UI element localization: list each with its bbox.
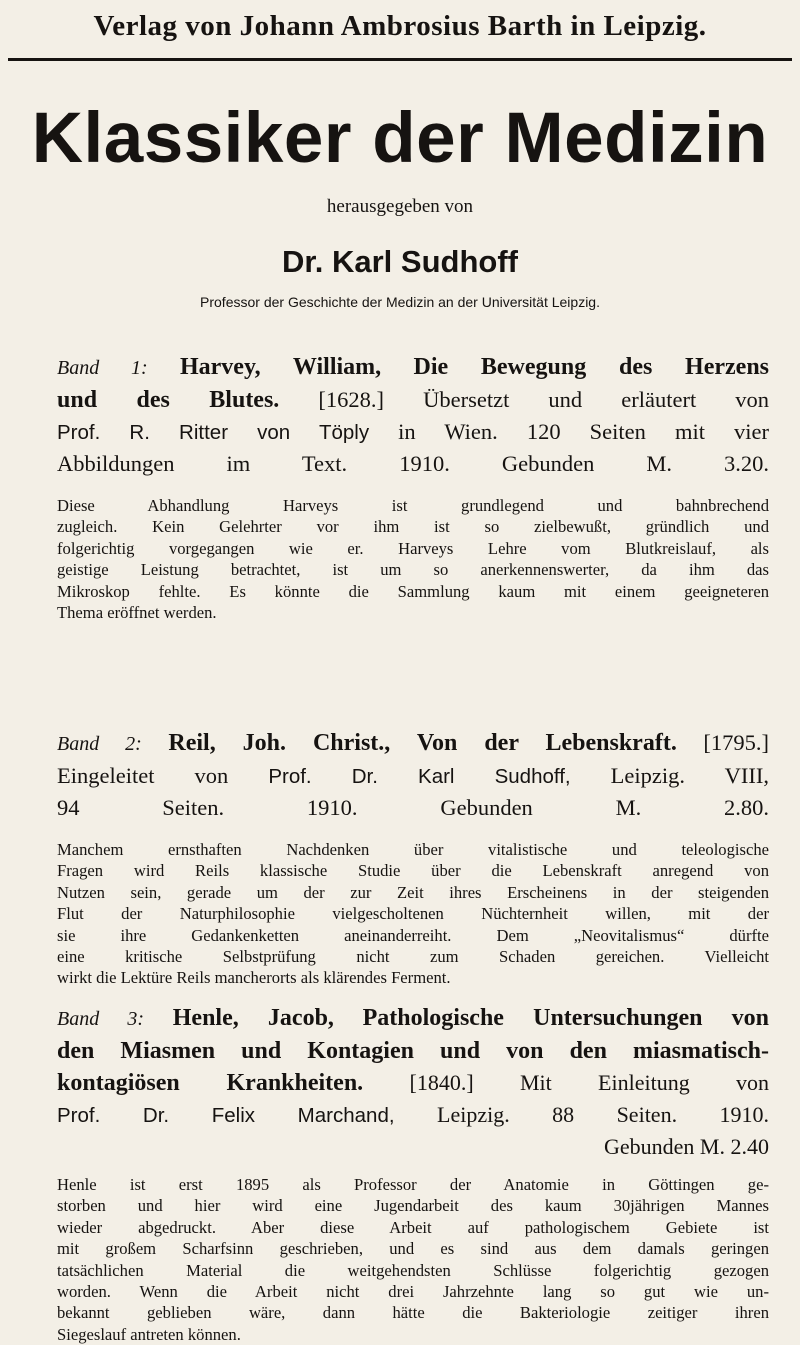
book-title: Pathologische Untersuchungen von (362, 1005, 769, 1031)
book-title: Von der Lebenskraft. (416, 730, 677, 756)
editor-title: Professor der Geschichte der Medizin an der Universität Leipzig. (200, 294, 600, 310)
price: Gebunden M. 2.80. (440, 795, 769, 820)
intro-details: Abbildungen im Text. 1910. (57, 451, 450, 476)
band-number: Band 2: (57, 733, 142, 755)
book-title: Die Bewegung des Herzens (413, 354, 770, 380)
band-number: Band 3: (57, 1008, 145, 1030)
entry-heading (57, 351, 769, 479)
entry-heading (57, 1002, 769, 1162)
book-title-cont: und des Blutes. (57, 387, 280, 413)
editor-label: herausgegeben von (326, 196, 474, 217)
entry-description: Henle ist erst 1895 als Professor der Anatomie in Göttingen ge- storben und hier wird eine Jugendarbeit des kaum 30jährigen Mannes wieder abgedruckt. Aber diese Arbeit auf pathologischem Gebiete ist mit großem Scharfsinn geschrieben, und es sind aus dem damals geringen tatsächlichen Material die weitgehendsten Schlüsse folgerichtig gezogen worden. Wenn die Arbeit nicht drei Jahrzehnte lang so gut wie un- bekannt geblieben wäre, dann hätte die Bakteriologie zeitiger ihren Siegeslauf antreten können. (57, 1175, 769, 1344)
intro-cont: Leipzig. 88 Seiten. 1910. (437, 1102, 770, 1127)
editor-name: Dr. Karl Sudhoff (282, 244, 518, 279)
translator: Prof. Dr. Karl Sudhoff, (268, 765, 571, 788)
header-rule (8, 58, 792, 61)
publisher-header: Verlag von Johann Ambrosius Barth in Leipzig. (93, 10, 707, 42)
intro-cont: in Wien. 120 Seiten mit vier (398, 419, 769, 444)
entry-heading (57, 727, 769, 823)
intro: Eingeleitet von (57, 763, 229, 788)
entry-description: Diese Abhandlung Harveys ist grundlegend und bahnbrechend zugleich. Kein Gelehrter vor ihm ist so zielbewußt, gründlich und folgerichtig vorgegangen wie er. Harveys Lehre vom Blutkreislauf, als geistige Leistung betrachtet, ist um so anerkennenswerter, da ihm das Mikroskop fehlte. Es könnte die Sammlung kaum mit einem geeigneteren Thema eröffnet werden. (57, 496, 769, 623)
entry-band-2 (57, 727, 769, 989)
intro: Übersetzt und erläutert von (423, 387, 770, 412)
intro-details: 94 Seiten. 1910. (57, 795, 358, 820)
translator: Prof. R. Ritter von Töply (57, 421, 370, 444)
intro: Mit Einleitung von (519, 1070, 770, 1095)
year: [1628.] (318, 387, 385, 412)
author: Henle, Jacob, (172, 1005, 334, 1031)
entry-description: Manchem ernsthaften Nachdenken über vitalistische und teleologische Fragen wird Reils klassische Studie über die Lebenskraft anregend von Nutzen sein, gerade um der zur Zeit ihres Erscheinens in der steigenden Flut der Naturphilosophie vielgescholtenen Nüchternheit willen, mit der sie ihre Gedankenketten aneinanderreiht. Dem „Neovitalismus“ dürfte eine kritische Selbstprüfung nicht zum Schaden gereichen. Vielleicht wirkt die Lektüre Reils mancherorts als klärendes Ferment. (57, 840, 769, 988)
book-title-cont: den Miasmen und Kontagien und von den miasmatisch- (57, 1038, 769, 1064)
translator: Prof. Dr. Felix Marchand, (57, 1104, 395, 1127)
author: Harvey, William, (179, 354, 382, 380)
author: Reil, Joh. Christ., (168, 730, 391, 756)
entry-band-3 (57, 1002, 769, 1345)
intro-cont: Leipzig. VIII, (610, 763, 769, 788)
year: [1840.] (409, 1070, 474, 1095)
book-title-end: kontagiösen Krankheiten. (57, 1070, 364, 1096)
price: Gebunden M. 3.20. (501, 451, 770, 476)
band-number: Band 1: (57, 357, 148, 379)
series-title: Klassiker der Medizin (31, 99, 769, 178)
price: Gebunden M. 2.40 (604, 1134, 769, 1159)
entry-band-1 (57, 351, 769, 623)
year: [1795.] (703, 730, 770, 755)
